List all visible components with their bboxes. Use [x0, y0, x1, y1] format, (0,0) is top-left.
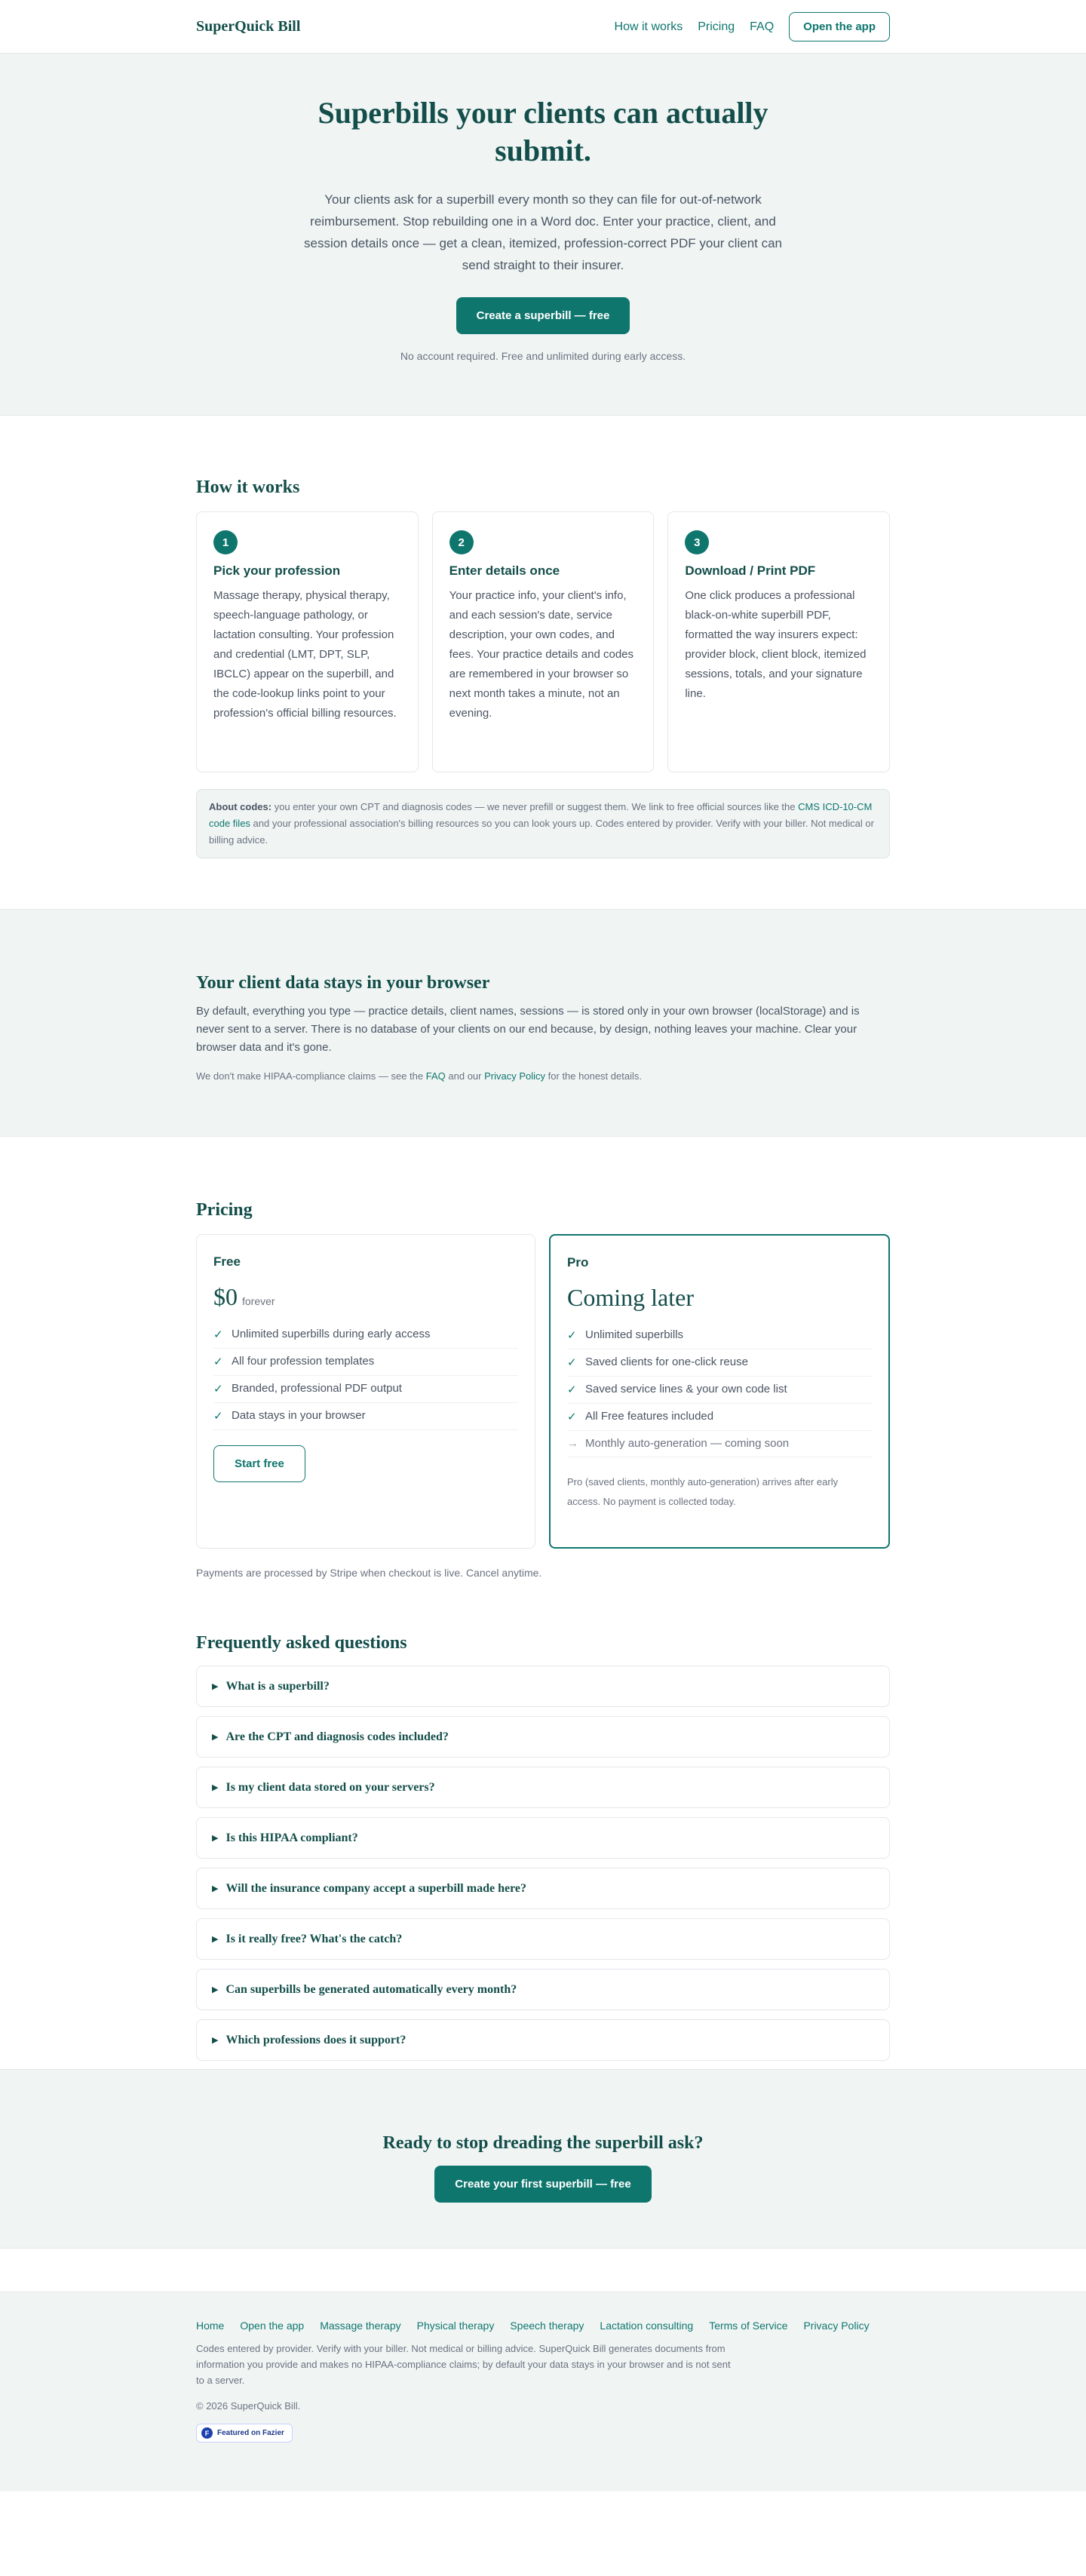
faq-question: Are the CPT and diagnosis codes included?: [225, 1730, 449, 1743]
faq-question: Is my client data stored on your servers?: [225, 1780, 435, 1794]
step-number: 2: [449, 530, 474, 554]
top-nav: [615, 12, 890, 41]
step-text: One click produces a professional black-on-white superbill PDF, formatted the way insurers expect: provider block, client block, itemized sessions, totals, and your signature line.: [685, 589, 867, 700]
faq-item[interactable]: [196, 1817, 890, 1859]
check-icon: ✓: [567, 1329, 577, 1342]
check-icon: ✓: [213, 1383, 223, 1395]
faq-question: Will the insurance company accept a superbill made here?: [225, 1881, 526, 1895]
plan-free: [196, 1234, 535, 1549]
faq-question: Can superbills be generated automatically every month?: [225, 1982, 517, 1996]
hero-title: Superbills your clients can actually submit.: [318, 96, 768, 167]
expand-triangle-icon: ▶: [212, 2035, 219, 2045]
footer-link-privacy[interactable]: Privacy Policy: [803, 2320, 870, 2332]
how-title: How it works: [196, 477, 300, 497]
pricing-title: Pricing: [196, 1200, 253, 1220]
pro-note: Pro (saved clients, monthly auto-generation) arrives after early access. No payment is collected today.: [567, 1476, 839, 1507]
feature-text: Unlimited superbills: [585, 1328, 684, 1341]
about-codes-text-2: and your professional association's billing resources so you can look yours up. Codes entered by provider. Verify with your biller. Not medical or billing advice.: [209, 818, 874, 846]
feature-text: Data stays in your browser: [232, 1409, 366, 1422]
feature-list: [567, 1322, 872, 1457]
step-text: Massage therapy, physical therapy, speech-language pathology, or lactation consulting. Your profession and credential (LMT, DPT, SLP, IBCLC) appear on the superbill, and the code-lookup links point to your profession's official billing resources.: [213, 589, 397, 720]
logo[interactable]: SuperQuick Bill: [196, 18, 301, 35]
faq-title: Frequently asked questions: [196, 1633, 407, 1653]
faq-item[interactable]: [196, 1767, 890, 1808]
price-period: forever: [242, 1295, 275, 1307]
faq-question: Which professions does it support?: [225, 2033, 406, 2046]
faq-item[interactable]: [196, 2019, 890, 2061]
faq-question: What is a superbill?: [225, 1679, 330, 1693]
feature-item-coming-soon: [567, 1431, 872, 1457]
pricing-footnote: Payments are processed by Stripe when checkout is live. Cancel anytime.: [196, 1567, 542, 1579]
copyright: © 2026 SuperQuick Bill.: [196, 2400, 301, 2412]
expand-triangle-icon: ▶: [212, 1884, 219, 1893]
footer-link-massage[interactable]: Massage therapy: [320, 2320, 401, 2332]
how-it-works-section: [0, 416, 1086, 909]
faq-list: [196, 1666, 890, 2061]
privacy-small-text: for the honest details.: [548, 1070, 642, 1082]
feature-text: All four profession templates: [232, 1355, 375, 1368]
fazier-icon: F: [201, 2427, 213, 2439]
footer-links: [196, 2320, 890, 2332]
privacy-body: By default, everything you type — practice details, client names, sessions — is stored only in your own browser (localStorage) and is never sent to a server. There is no database of your clients on our end because, by design, nothing leaves your machine. Clear your browser data and it's gone.: [196, 1005, 860, 1054]
hero-note: No account required. Free and unlimited during early access.: [400, 350, 686, 362]
feature-item: [567, 1349, 872, 1377]
nav-faq[interactable]: FAQ: [750, 20, 775, 33]
create-superbill-button[interactable]: Create a superbill — free: [456, 297, 630, 334]
feature-item: [213, 1322, 518, 1349]
footer-link-terms[interactable]: Terms of Service: [709, 2320, 788, 2332]
hero-lead: Your clients ask for a superbill every month so they can file for out-of-network reimbursement. Stop rebuilding one in a Word doc. Enter your practice, client, and session details once — get a clean, itemized, profession-correct PDF your client can send straight to their insurer.: [303, 192, 782, 272]
footer-disclaimer: Codes entered by provider. Verify with your biller. Not medical or billing advice. SuperQuick Bill generates documents from information you provide and makes no HIPAA-compliance claims; by default your data stays in your browser and is not sent to a server.: [196, 2343, 731, 2386]
feature-item: [213, 1376, 518, 1403]
faq-question: Is this HIPAA compliant?: [225, 1831, 358, 1844]
privacy-policy-link[interactable]: Privacy Policy: [484, 1070, 546, 1082]
plan-pro: [549, 1234, 890, 1549]
faq-section: [0, 1624, 1086, 2069]
step-title: Enter details once: [449, 563, 560, 578]
about-codes-note: [196, 789, 890, 858]
feature-text: Saved service lines & your own code list: [585, 1383, 787, 1395]
steps: [196, 511, 890, 772]
arrow-right-icon: →: [567, 1437, 578, 1450]
feature-item: [213, 1403, 518, 1430]
footer-link-open-app[interactable]: Open the app: [240, 2320, 305, 2332]
privacy-small-text: We don't make HIPAA-compliance claims — see the: [196, 1070, 424, 1082]
feature-item: [567, 1404, 872, 1431]
check-icon: ✓: [567, 1356, 577, 1369]
footer-link-physical[interactable]: Physical therapy: [416, 2320, 495, 2332]
open-app-button[interactable]: Open the app: [789, 12, 890, 41]
privacy-section: [0, 909, 1086, 1137]
feature-list: [213, 1322, 518, 1430]
hero-section: [0, 54, 1086, 416]
plan-name: Pro: [567, 1255, 589, 1270]
expand-triangle-icon: ▶: [212, 1732, 219, 1742]
expand-triangle-icon: ▶: [212, 1833, 219, 1843]
feature-item: [567, 1377, 872, 1404]
cms-icd10-link[interactable]: CMS ICD-10-CM code files: [209, 801, 873, 829]
footer-link-home[interactable]: Home: [196, 2320, 225, 2332]
expand-triangle-icon: ▶: [212, 1934, 219, 1944]
faq-item[interactable]: [196, 1918, 890, 1960]
check-icon: ✓: [213, 1356, 223, 1368]
nav-how-it-works[interactable]: How it works: [614, 20, 683, 33]
plan-name: Free: [213, 1254, 241, 1269]
faq-link[interactable]: FAQ: [425, 1070, 446, 1082]
plans: [196, 1234, 890, 1549]
site-header: [0, 0, 1086, 54]
pricing-section: [0, 1137, 1086, 1624]
step-number: 3: [685, 530, 709, 554]
cta-section: [0, 2069, 1086, 2248]
start-free-button[interactable]: Start free: [213, 1445, 305, 1482]
feature-item: [567, 1322, 872, 1349]
step-title: Download / Print PDF: [685, 563, 816, 578]
footer-link-speech[interactable]: Speech therapy: [510, 2320, 584, 2332]
faq-item[interactable]: [196, 1716, 890, 1758]
faq-question: Is it really free? What's the catch?: [225, 1932, 403, 1945]
price-value: $0: [213, 1283, 238, 1310]
faq-item[interactable]: [196, 1666, 890, 1707]
feature-text: Branded, professional PDF output: [232, 1382, 402, 1395]
spacer: [0, 2248, 1086, 2292]
check-icon: ✓: [213, 1410, 223, 1423]
check-icon: ✓: [567, 1411, 577, 1423]
feature-text: Saved clients for one-click reuse: [585, 1356, 748, 1368]
step-text: Your practice info, your client's info, and each session's date, service description, your own codes, and fees. Your practice details and codes are remembered in your browser so next month takes a minute, not an evening.: [449, 589, 634, 720]
faq-item[interactable]: [196, 1868, 890, 1909]
plan-price: [213, 1283, 518, 1311]
step-number: 1: [213, 530, 238, 554]
privacy-title: Your client data stays in your browser: [196, 973, 490, 993]
about-codes-text: you enter your own CPT and diagnosis codes — we never prefill or suggest them. We link to free official sources like the: [274, 801, 796, 812]
feature-text: Monthly auto-generation — coming soon: [585, 1437, 790, 1450]
privacy-small-text: and our: [448, 1070, 482, 1082]
faq-item[interactable]: [196, 1969, 890, 2010]
about-codes-label: About codes:: [209, 801, 272, 812]
feature-text: All Free features included: [585, 1410, 714, 1423]
footer-link-lactation[interactable]: Lactation consulting: [600, 2320, 694, 2332]
step-title: Pick your profession: [213, 563, 341, 578]
feature-item: [213, 1349, 518, 1376]
expand-triangle-icon: ▶: [212, 1985, 219, 1994]
nav-pricing[interactable]: Pricing: [698, 20, 735, 33]
feature-text: Unlimited superbills during early access: [232, 1328, 431, 1340]
step-card: [432, 511, 655, 772]
plan-price: Coming later: [567, 1284, 694, 1311]
step-card: [667, 511, 890, 772]
fazier-badge[interactable]: [196, 2424, 293, 2442]
check-icon: ✓: [567, 1383, 577, 1396]
expand-triangle-icon: ▶: [212, 1782, 219, 1792]
check-icon: ✓: [213, 1328, 223, 1341]
badge-text: Featured on Fazier: [217, 2429, 284, 2437]
expand-triangle-icon: ▶: [212, 1681, 219, 1691]
create-first-superbill-button[interactable]: Create your first superbill — free: [434, 2166, 651, 2203]
step-card: [196, 511, 419, 772]
site-footer: [0, 2292, 1086, 2492]
privacy-small: [196, 1070, 890, 1082]
cta-title: Ready to stop dreading the superbill ask?: [382, 2133, 704, 2153]
